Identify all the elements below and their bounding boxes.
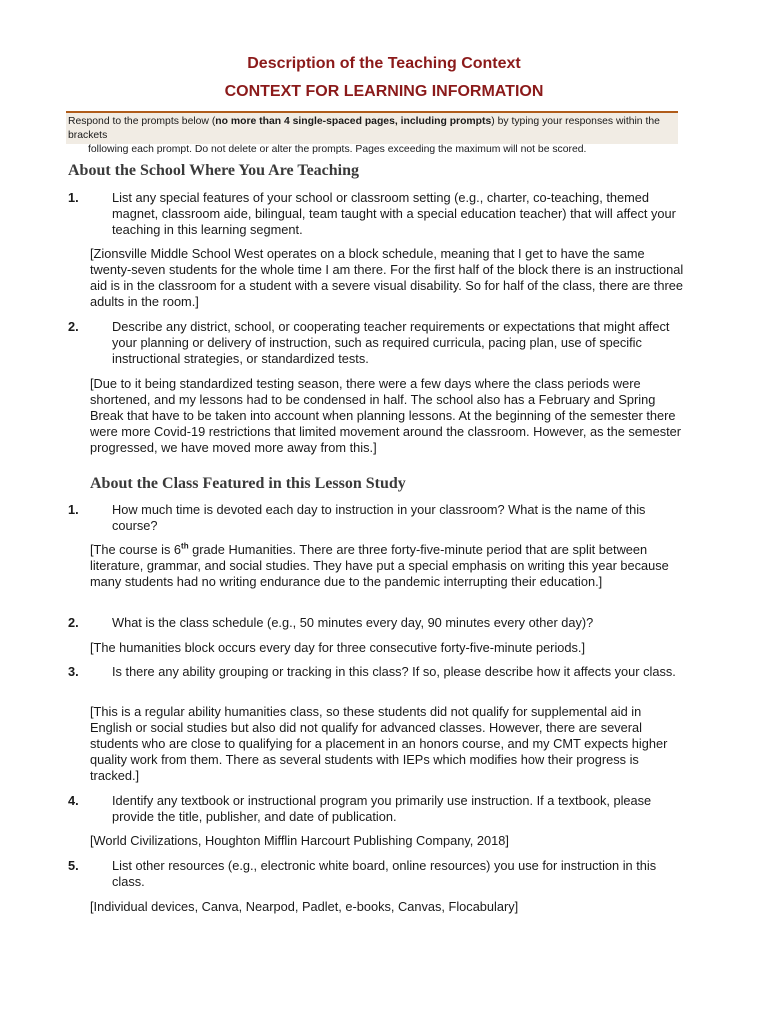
section-heading-school: About the School Where You Are Teaching — [68, 162, 360, 179]
question-prompt: What is the class schedule (e.g., 50 minutes every day, 90 minutes every other day)? — [112, 615, 594, 630]
question-prompt: How much time is devoted each day to instruction in your classroom? What is the name of this course? — [112, 502, 646, 533]
question-prompt: Is there any ability grouping or tracking in this class? If so, please describe how it affects your class. — [112, 664, 676, 679]
question-item — [68, 190, 688, 238]
instructions-bold: no more than 4 single-spaced pages, including prompts — [215, 116, 492, 127]
answer-text: [The course is 6th grade Humanities. There are three forty-five-minute period that are split between literature, grammar, and social studies. They have put a special emphasis on writing this year because many students had no writing endurance due to the pandemic interrupting their education.] — [90, 541, 669, 589]
answer-text: [This is a regular ability humanities class, so these students did not qualify for supplemental aid in English or social studies but also did not qualify for advanced classes. However, there are several students who are close to qualifying for a placement in an honors course, and my CMT expects higher quality work from them. There as several students with IEPs which modifies how their progress is tracked.] — [90, 704, 668, 783]
instructions-line-2: following each prompt. Do not delete or alter the prompts. Pages exceeding the maximum will not be scored. — [88, 144, 587, 155]
question-item — [68, 502, 688, 534]
section-heading-class: About the Class Featured in this Lesson Study — [90, 475, 406, 492]
answer-text: [Due to it being standardized testing season, there were a few days where the class periods were shortened, and my lessons had to be condensed in half. The school also has a February and Spring Break that have to be taken into account when planning lessons. At the beginning of the semester there were more Covid-19 restrictions that limited movement around the classroom. However, as the semester progressed, we have moved more away from this.] — [90, 376, 682, 455]
answer-text: [Zionsville Middle School West operates on a block schedule, meaning that I get to have the same twenty-seven students for the whole time I am there. For the first half of the block there is an instructional aid is in the classroom for a student with a severe visual disability. So for half of the class, there are three adults in the room.] — [90, 246, 684, 309]
question-number: 2. — [68, 615, 79, 630]
answer-text: [Individual devices, Canva, Nearpod, Padlet, e-books, Canvas, Flocabulary] — [90, 899, 519, 914]
answer-text: [World Civilizations, Houghton Mifflin Harcourt Publishing Company, 2018] — [90, 833, 509, 848]
question-number: 5. — [68, 858, 79, 873]
instructions-line-1: Respond to the prompts below (no more than 4 single-spaced pages, including prompts) by typing your responses within the brackets — [68, 116, 660, 141]
document-title: Description of the Teaching Context — [247, 55, 521, 72]
document-subtitle: CONTEXT FOR LEARNING INFORMATION — [224, 83, 544, 100]
question-number: 2. — [68, 319, 79, 334]
question-prompt: Identify any textbook or instructional program you primarily use instruction. If a textbook, please provide the title, publisher, and date of publication. — [112, 793, 652, 824]
question-item — [68, 319, 688, 367]
question-number: 4. — [68, 793, 79, 808]
question-number: 1. — [68, 190, 79, 205]
question-number: 3. — [68, 664, 79, 679]
question-item — [68, 615, 688, 631]
question-item — [68, 858, 688, 890]
question-item — [68, 793, 688, 825]
answer-text: [The humanities block occurs every day for three consecutive forty-five-minute periods.] — [90, 640, 586, 655]
instructions-box — [66, 111, 678, 155]
question-number: 1. — [68, 502, 79, 517]
question-prompt: List other resources (e.g., electronic white board, online resources) you use for instruction in this class. — [112, 858, 657, 889]
superscript-th: th — [181, 541, 189, 551]
question-prompt: Describe any district, school, or cooperating teacher requirements or expectations that might affect your planning or delivery of instruction, such as required curricula, pacing plan, use of specific instructional strategies, or standardized tests. — [112, 319, 670, 366]
question-prompt: List any special features of your school or classroom setting (e.g., charter, co-teaching, themed magnet, classroom aide, bilingual, team taught with a special education teacher) that will affect your teaching in this learning segment. — [112, 190, 676, 237]
question-item — [68, 664, 688, 680]
